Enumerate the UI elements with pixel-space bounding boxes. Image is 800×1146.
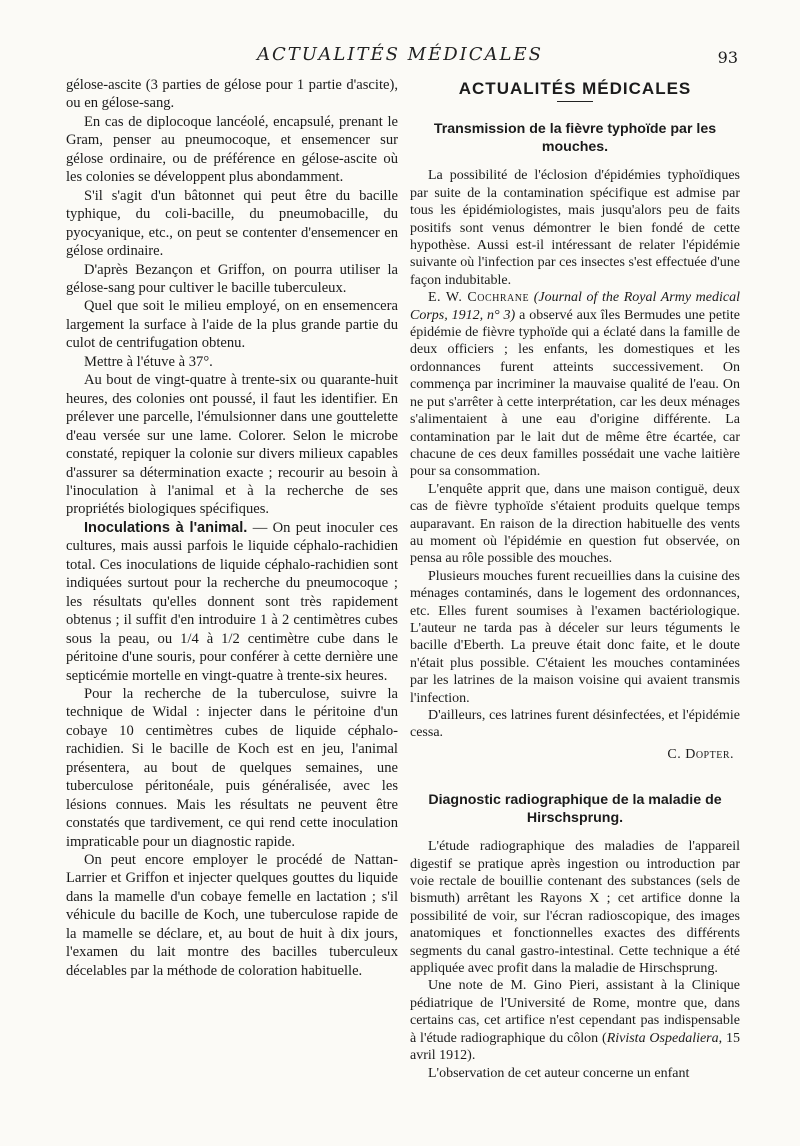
paragraph: L'étude radiographique des maladies de l'appareil digestif se pratique après ingestion ou introduction par voie rectale de bouillie contenant des substances (sels de bismuth) arrêtant les Rayons X ; cet artifice donne la possibilité de voir, sur l'écran radioscopique, des images anatomiques et fonctionnelles exactes des différents segments du canal gastro-intestinal. Cette technique a été appliquée avec profit dans la maladie de Hirschsprung. (410, 839, 740, 977)
paragraph: Mettre à l'étuve à 37°. (84, 353, 213, 370)
page-number: 93 (717, 48, 738, 67)
paragraph: Quel que soit le milieu employé, on en ensemencera largement la surface à l'aide de la plus grande partie du culot de centrifugation obtenu. (66, 298, 398, 352)
paragraph: Au bout de vingt-quatre à trente-six ou quarante-huit heures, des colonies ont poussé, il faut les identifier. En prélever une parcelle, l'émulsionner dans une gouttelette d'eau versée sur une lame. Colorer. Selon le microbe constaté, repiquer la colonie sur divers milieux capables d'assurer sa détermination exacte ; recourir au besoin à l'inoculation à l'animal et à la recherche de ses propriétés biologiques spécifiques. (66, 372, 398, 518)
paragraph: Plusieurs mouches furent recueillies dans la cuisine des ménages contaminés, dans le logement des ordonnances, etc. Elles furent soumises à l'examen bactériologique. L'auteur ne tarda pas à déceler sur leurs téguments le bacille d'Eberth. La preuve était donc faite, et le doute n'était plus possible. C'étaient les mouches contaminées par les latrines de la maison voisine qui avaient transmis l'infection. (410, 568, 740, 706)
signature: C. Dopter. (667, 746, 734, 762)
paragraph: La possibilité de l'éclosion d'épidémies typhoïdiques par suite de la contamination spécifique est admise par tous les épidémiologistes, mais jusqu'alors peu de faits positifs sont venus démontrer le bien fondé de cette hypothèse. Aussi est-il intéressant de relater l'épidémie suivante où l'infection par ces insectes s'est effectuée d'une façon indubitable. (410, 168, 740, 288)
author-name: E. W. Cochrane (428, 290, 530, 306)
paragraph: L'observation de cet auteur concerne un enfant (428, 1065, 690, 1081)
paragraph-text: , 15 avril 1912). (410, 1030, 740, 1064)
article-separator (410, 763, 740, 791)
paragraph-text: — On peut inoculer ces cultures, mais aussi parfois le liquide céphalo-rachidien total. Ces inoculations de liquide céphalo-rachidien sont indiquées surtout pour la recherche du pneumocoque ; les résultats qu'elles donnent sont très rapidement obtenus ; il suffit d'en introduire 1 à 2 centimètres cubes sous la peau, ou 1/4 à 1/2 centimètre cube dans le péritoine d'une souris, pour conférer à cette dernière une septicémie mortelle en vingt-quatre à trente-six heures. (66, 519, 399, 684)
paragraph: Pour la recherche de la tuberculose, suivre la technique de Widal : injecter dans le péritoine d'un cobaye 10 centimètres cubes de liquide céphalo-rachidien. Si le bacille de Koch est en jeu, l'animal présentera, au bout de quelques semaines, une tuberculose péritonéale, puis généralisée, avec les lésions connues. Mais les résultats ne peuvent être constatés que tardivement, ce qui rend cette inoculation impraticable pour un diagnostic rapide. (66, 685, 398, 850)
journal-reference: Rivista Ospedaliera (606, 1030, 719, 1046)
subsection-lead: Inoculations à l'animal. (84, 519, 248, 536)
article-title: Diagnostic radiographique de la maladie de Hirschsprung. (428, 792, 722, 827)
running-head: ACTUALITÉS MÉDICALES (257, 44, 543, 65)
inoculation-paragraph (66, 519, 398, 685)
paragraph-text: a observé aux îles Bermudes une petite épidémie de fièvre typhoïde qui a éclaté dans la famille de deux officiers ; les enfants, les domestiques et les ordonnances furent atteints successivement. On commença par incriminer la mauvaise qualité de l'eau. On ne put s'arrêter à cette interprétation, car les deux ménages s'alimentaient à une eau d'origine différente. La contamination par le lait dut de même être écartée, car chacune de ces deux familles possédait une vache laitière pour sa consommation. (410, 307, 740, 480)
paragraph (410, 289, 740, 480)
paragraph: On peut encore employer le procédé de Nattan-Larrier et Griffon et injecter quelques gouttes du liquide dans la mamelle d'un cobaye femelle en lactation ; s'il véhicule du bacille de Koch, une tuberculose rapide de la mamelle se déclare, et, au bout de huit à dix jours, l'examen du lait montre des bacilles tuberculeux décelables par la méthode de coloration habituelle. (66, 852, 398, 979)
section-title: ACTUALITÉS MÉDICALES (458, 79, 692, 98)
paragraph: S'il s'agit d'un bâtonnet qui peut être du bacille typhique, du coli-bacille, du pneumobacille, du pyocyanique, etc., on peut se contenter d'ensemencer en gélose ordinaire. (66, 187, 398, 260)
article-title: Transmission de la fièvre typhoïde par les mouches. (433, 121, 717, 156)
left-column (66, 76, 398, 980)
right-column (410, 76, 740, 1082)
paragraph: D'ailleurs, ces latrines furent désinfectées, et l'épidémie cessa. (410, 708, 740, 741)
paragraph (410, 977, 740, 1064)
paragraph: gélose-ascite (3 parties de gélose pour 1 partie d'ascite), ou en gélose-sang. (66, 77, 398, 112)
journal-reference: (Journal of the Royal Army medical Corps, 1912, n° 3) (410, 290, 740, 323)
paragraph: D'après Bezançon et Griffon, on pourra utiliser la gélose-sang pour cultiver le bacille tuberculeux. (66, 261, 398, 296)
paragraph: En cas de diplocoque lancéolé, encapsulé, prenant le Gram, penser au pneumocoque, et ensemencer sur gélose ordinaire, ou de préférence en gélose-ascite où les colonies se développent plus abondamment. (66, 113, 398, 186)
paragraph: L'enquête apprit que, dans une maison contiguë, deux cas de fièvre typhoïde s'étaient produits quelque temps auparavant. En raison de la direction habituelle des vents au moment où l'épidémie en question fut observée, on pensa au rôle possible des mouches. (410, 481, 740, 567)
title-rule (557, 101, 593, 102)
paragraph-text: Une note de M. Gino Pieri, assistant à la Clinique pédiatrique de l'Université de Rome, montre que, dans certains cas, cet artifice n'est cependant pas indispensable à l'étude radiographique du côlon ( (410, 978, 740, 1046)
